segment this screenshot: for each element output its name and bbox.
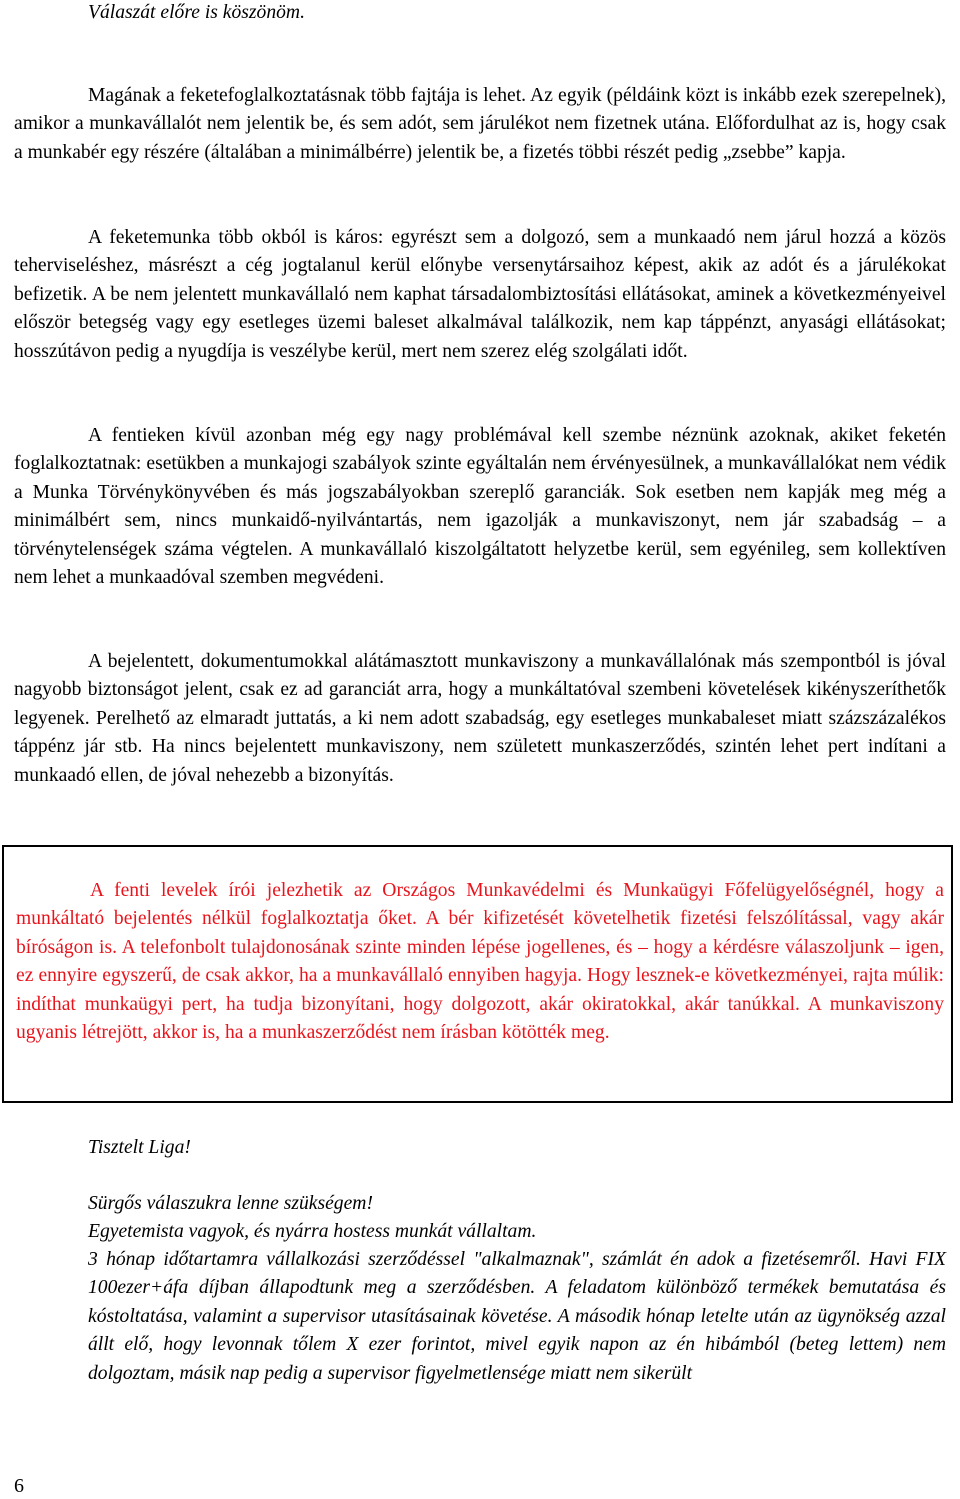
- letter-line-1: Sürgős válaszukra lenne szükségem!: [88, 1193, 373, 1214]
- letter-body: 3 hónap időtartamra vállalkozási szerződéssel "alkalmaznak", számlát én adok a fizetésemről. Havi FIX 100ezer+áfa díjban állapodtunk meg a szerződésben. A feladatom különböző termékek bemutatása és kóstoltatása, valamint a supervisor utasításainak követése. A második hónap letelte után az ügynökség azzal állt elő, hogy levonnak tőlem X ezer forintot, mivel egyik napon az én hibámból (beteg lettem) nem dolgoztam, másik nap pedig a supervisor figyelmetlensége miatt nem sikerült: [88, 1249, 946, 1384]
- answer-paragraph-2: A feketemunka több okból is káros: egyrészt sem a dolgozó, sem a munkaadó nem járul hozzá a közös teherviseléshez, másrészt a cég jogtalanul kerül előnybe versenytársaihoz képest, akik az adót és a járulékokat befizetik. A be nem jelentett munkavállaló nem kaphat társadalombiztosítási ellátásokat, aminek a következményeivel először betegség vagy egy esetleges üzemi baleset alkalmával találkozik, nem kap táppénzt, anyasági ellátásokat; hosszútávon pedig a nyugdíja is veszélybe kerül, mert nem szerez elég szolgálati időt.: [14, 227, 946, 362]
- intro-closing-line: Válaszát előre is köszönöm.: [88, 2, 305, 23]
- page-number: 6: [14, 1475, 24, 1497]
- legal-advice-box: [2, 845, 953, 1103]
- answer-paragraph-3: A fentieken kívül azonban még egy nagy problémával kell szembe néznünk azoknak, akiket feketén foglalkoztatnak: esetükben a munkajogi szabályok szinte egyáltalán nem érvényesülnek, a munkavállalókat nem védik a Munka Törvénykönyvében és más jogszabályokban szereplő garanciák. Sok esetben nem kapják meg még a minimálbért sem, nincs munkaidő-nyilvántartás, nem igazolják a munkaviszonyt, nem jár szabadság – a törvénytelenségek száma végtelen. A munkavállaló kiszolgáltatott helyzetbe kerül, sem egyénileg, sem kollektíven nem lehet a munkaadóval szemben megvédeni.: [14, 425, 946, 589]
- letter-line-2: Egyetemista vagyok, és nyárra hostess munkát vállaltam.: [88, 1221, 537, 1242]
- answer-paragraph-1: Magának a feketefoglalkoztatásnak több fajtája is lehet. Az egyik (példáink közt is inkább ezek szerepelnek), amikor a munkavállalót nem jelentik be, és sem adót, sem járulékot nem fizetnek utána. Előfordulhat az is, hogy csak a munkabér egy részére (általában a minimálbérre) jelentik be, a fizetés többi részét pedig „zsebbe” kapja.: [14, 85, 946, 163]
- legal-advice-text: A fenti levelek írói jelezhetik az Országos Munkavédelmi és Munkaügyi Főfelügyelőségnél, hogy a munkáltató bejelentés nélkül foglalkoztatja őket. A bér kifizetését követelhetik fizetési felszólítással, vagy akár bíróságon is. A telefonbolt tulajdonosának szinte minden lépése jogellenes, és – hogy a kérdésre válaszoljunk – igen, ez ennyire egyszerű, de csak akkor, ha a munkavállaló ennyiben hagyja. Hogy lesznek-e következményei, rajta múlik: indíthat munkaügyi pert, ha tudja bizonyítani, hogy dolgozott, akár okiratokkal, akár tanúkkal. A munkaviszony ugyanis létrejött, akkor is, ha a munkaszerződést nem írásban kötötték meg.: [16, 880, 944, 1044]
- letter-salutation: Tisztelt Liga!: [88, 1137, 191, 1158]
- answer-paragraph-4: A bejelentett, dokumentumokkal alátámasztott munkaviszony a munkavállalónak más szempontból is jóval nagyobb biztonságot jelent, csak ez ad garanciát arra, hogy a munkáltatóval szembeni követelések kikényszeríthetők legyenek. Perelhető az elmaradt juttatás, a ki nem adott szabadság, egy esetleges munkabaleset miatt százszázalékos táppénz jár stb. Ha nincs bejelentett munkaviszony, nem született munkaszerződés, szintén lehet pert indítani a munkaadó ellen, de jóval nehezebb a bizonyítás.: [14, 651, 946, 786]
